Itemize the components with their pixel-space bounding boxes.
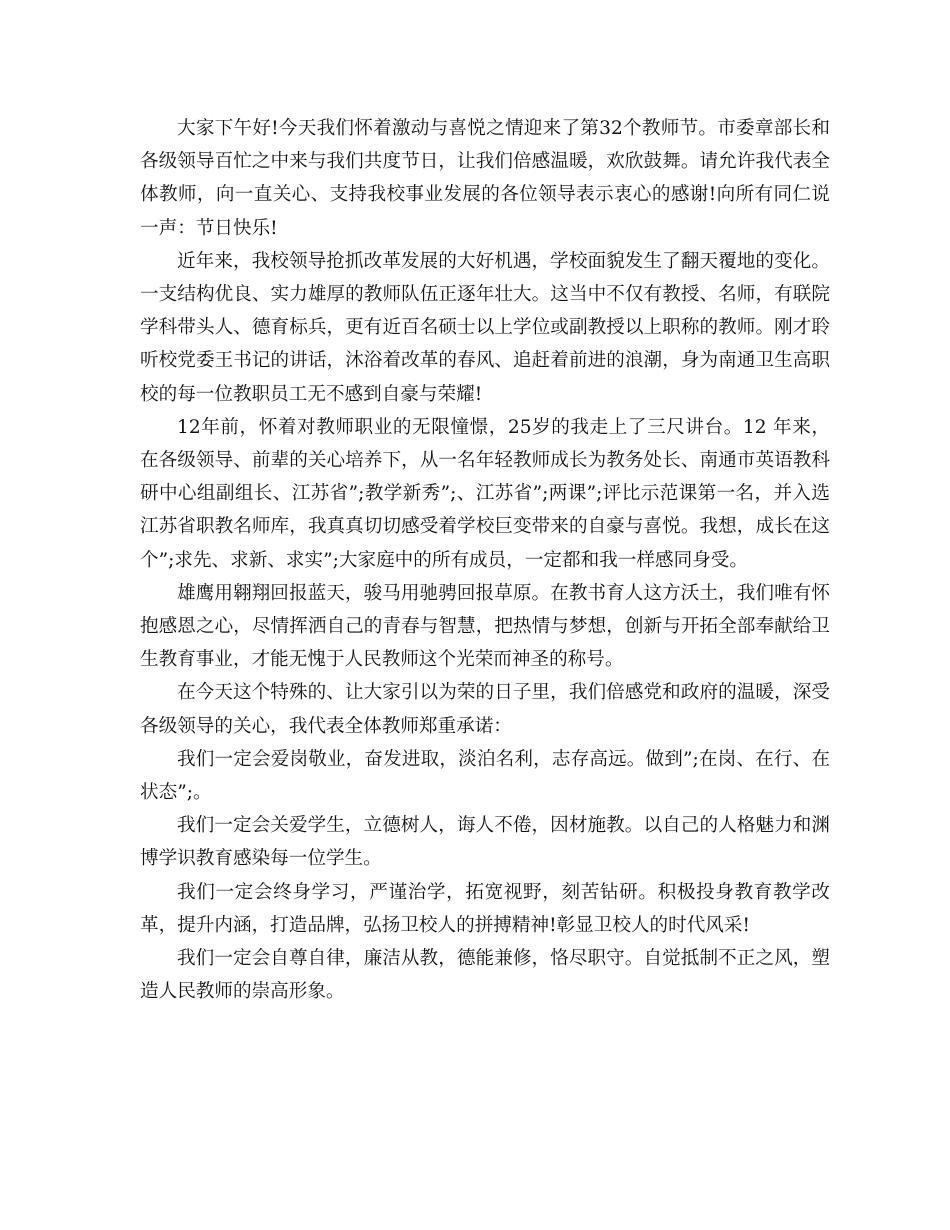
- paragraph-greeting: 大家下午好!今天我们怀着激动与喜悦之情迎来了第32个教师节。市委章部长和各级领导百忙之中来与我们共度节日，让我们倍感温暖，欢欣鼓舞。请允许我代表全体教师，向一直关心、支持我校事业发展的各位领导表示衷心的感谢!向所有同仁说一声：节日快乐!: [140, 118, 830, 239]
- paragraph-pledge-intro: 在今天这个特殊的、让大家引以为荣的日子里，我们倍感党和政府的温暖，深受各级领导的关心，我代表全体教师郑重承诺：: [140, 682, 830, 737]
- paragraph-pledge-learning: 我们一定会终身学习，严谨治学，拓宽视野，刻苦钻研。积极投身教育教学改革，提升内涵，打造品牌，弘扬卫校人的拼搏精神!彰显卫校人的时代风采!: [140, 881, 830, 936]
- paragraph-pledge-integrity: 我们一定会自尊自律，廉洁从教，德能兼修，恪尽职守。自觉抵制不正之风，塑造人民教师的崇高形象。: [140, 948, 830, 1003]
- paragraph-pledge-dedication: 我们一定会爱岗敬业，奋发进取，淡泊名利，志存高远。做到”;在岗、在行、在状态”;。: [140, 748, 830, 804]
- paragraph-pledge-students: 我们一定会关爱学生，立德树人，诲人不倦，因材施教。以自己的人格魅力和渊博学识教育感染每一位学生。: [140, 815, 830, 870]
- document-body: [140, 112, 830, 1008]
- paragraph-personal-growth: 12年前，怀着对教师职业的无限憧憬，25岁的我走上了三尺讲台。12 年来，在各级领导、前辈的关心培养下，从一名年轻教师成长为教务处长、南通市英语教科研中心组副组长、江苏省”;教学新秀”;、江苏省”;两课”;评比示范课第一名，并入选江苏省职教名师库，我真真切切感受着学校巨变带来的自豪与喜悦。我想，成长在这个”;求先、求新、求实”;大家庭中的所有成员，一定都和我一样感同身受。: [140, 416, 830, 571]
- paragraph-gratitude: 雄鹰用翱翔回报蓝天，骏马用驰骋回报草原。在教书育人这方沃土，我们唯有怀抱感恩之心，尽情挥洒自己的青春与智慧，把热情与梦想，创新与开拓全部奉献给卫生教育事业，才能无愧于人民教师这个光荣而神圣的称号。: [140, 582, 830, 671]
- paragraph-school-development: 近年来，我校领导抢抓改革发展的大好机遇，学校面貌发生了翻天覆地的变化。一支结构优良、实力雄厚的教师队伍正逐年壮大。这当中不仅有教授、名师，有联院学科带头人、德育标兵，更有近百名硕士以上学位或副教授以上职称的教师。刚才聆听校党委王书记的讲话，沐浴着改革的春风、追赶着前进的浪潮，身为南通卫生高职校的每一位教职员工无不感到自豪与荣耀!: [140, 250, 830, 405]
